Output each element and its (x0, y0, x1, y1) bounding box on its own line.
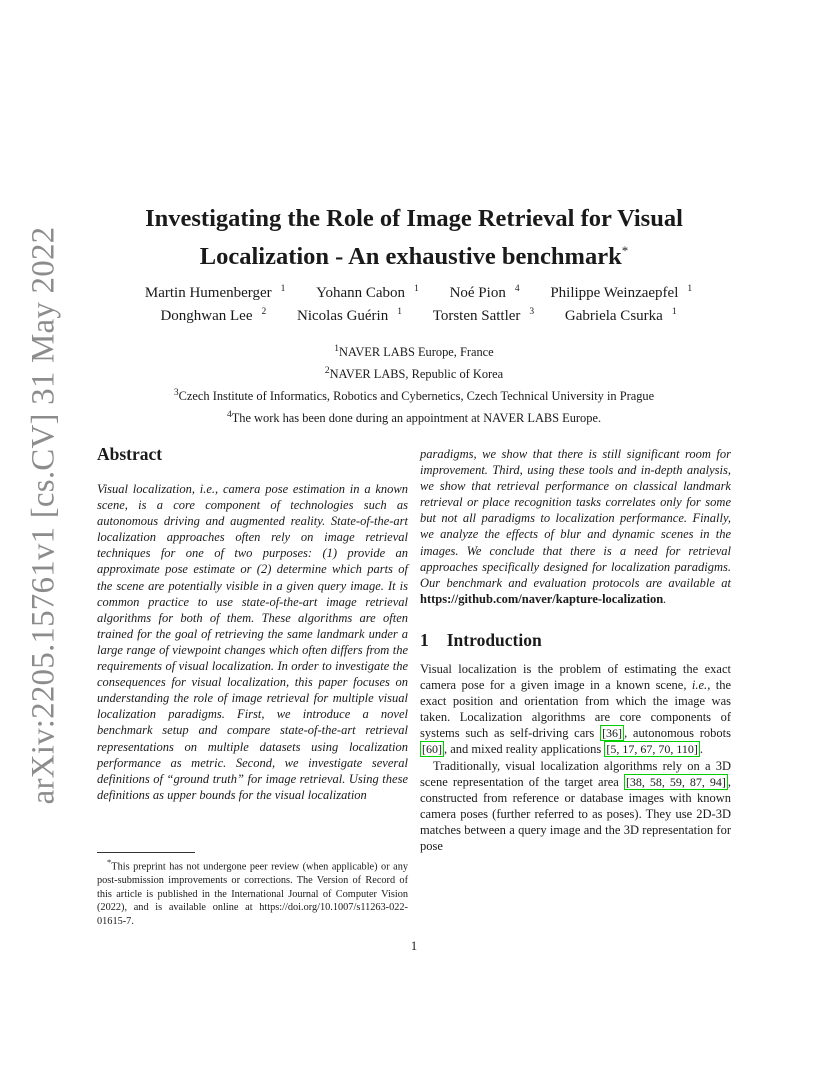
footnote-rule (97, 852, 195, 853)
paper-title (96, 203, 732, 273)
citation-link[interactable]: [38, 58, 59, 87, 94] (625, 774, 726, 789)
author: Martin Humenberger $^1$ (144, 284, 286, 301)
left-column (97, 443, 408, 803)
affiliation: $^2$NAVER LABS, Republic of Korea (324, 366, 504, 382)
affiliation: $^4$The work has been done during an appointment at NAVER LABS Europe. (226, 410, 602, 426)
abstract-heading: Abstract (97, 444, 163, 464)
right-column (420, 446, 731, 854)
author: Torsten Sattler $^3$ (432, 307, 535, 324)
title-footnote-mark[interactable]: * (621, 243, 629, 258)
author: Donghwan Lee $^2$ (160, 307, 267, 324)
author-row-2 (96, 303, 732, 326)
author: Yohann Cabon $^1$ (316, 284, 419, 301)
arxiv-stamp (14, 226, 74, 804)
abstract-text-left: Visual localization, i.e., camera pose estimation in a known scene, is a core component of technologies such as autonomous driving and augmented reality. State-of-the-art localization approaches often rely on image retrieval techniques for one of two purposes: (1) provide an approximate pose estimate or (2) determine which parts of the scene are potentially visible in a given query image. It is common practice to use state-of-the-art image retrieval algorithms for both of them. These algorithms are often trained for the goal of retrieving the same landmark under a large range of viewpoint changes which often differs from the requirements of visual localization. In order to investigate the consequences for visual localization, this paper focuses on understanding the role of image retrieval for multiple visual localization paradigms. First, we introduce a novel benchmark setup and compare state-of-the-art retrieval representations on multiple datasets using localization performance as metric. Second, we investigate several definitions of “ground truth” for image retrieval. Using these definitions as upper bounds for the visual localization (97, 482, 408, 802)
citation-link[interactable]: [5, 17, 67, 70, 110] (606, 742, 698, 757)
author: Philippe Weinzaepfel $^1$ (550, 284, 693, 301)
citation-link[interactable]: [60] (422, 742, 442, 757)
affiliation: $^1$NAVER LABS Europe, France (334, 344, 494, 360)
affiliation-list (96, 340, 732, 429)
title-line-1: Investigating the Role of Image Retrieval for Visual (145, 205, 683, 232)
author-row-1 (96, 280, 732, 303)
arxiv-stamp-text: arXiv:2205.15761v1 [cs.CV] 31 May 2022 (25, 226, 62, 804)
author-list (96, 280, 732, 326)
author: Gabriela Csurka $^1$ (564, 307, 677, 324)
github-link[interactable]: https://github.com/naver/kapture-localization (420, 591, 664, 606)
author: Noé Pion $^4$ (449, 284, 520, 301)
author: Nicolas Guérin $^1$ (297, 307, 402, 324)
intro-paragraph-1: Visual localization is the problem of estimating the exact camera pose for a given image in a known scene, i.e., the exact position and orientation from which the image was taken. Localization algorithms are core components of systems such as self-driving cars [36] , autonomous robots [60] , and mixed reality applications [5, 17, 67, 70, 110] . (420, 661, 732, 757)
footnote: *This preprint has not undergone peer review (when applicable) or any post-submission improvements or corrections. The Version of Record of this article is published in the International Journal of Computer Vision (2022), and is available online at https://doi.org/10.1007/s11263-022-01615-7. (97, 857, 408, 927)
intro-paragraph-2: Traditionally, visual localization algorithms rely on a 3D scene representation of the target area [38, 58, 59, 87, 94] , constructed from reference or database images with known camera poses (further referred to as poses). They use 2D-3D matches between a query image and the 3D representation for pose (420, 758, 731, 853)
page-number: 1 (410, 939, 418, 953)
citation-link[interactable]: [36] (602, 726, 623, 741)
footnote-mark: * (107, 857, 112, 867)
section-number: 1 (420, 629, 429, 650)
title-line-2: Localization - An exhaustive benchmark (199, 243, 622, 271)
section-title: Introduction (446, 629, 542, 650)
abstract-text-right: paradigms, we show that there is still significant room for improvement. Third, using these tools and in-depth analysis, we show that retrieval performance on classical landmark retrieval or place recognition tasks correlates only for some but not all paradigms to localization performance. Finally, we analyze the effects of blur and dynamic scenes in the images. We conclude that there is a need for retrieval approaches specifically designed for localization paradigms. Our benchmark and evaluation protocols are available at https://github.com/naver/kapture-localization. (420, 447, 731, 606)
affiliation: $^3$Czech Institute of Informatics, Robotics and Cybernetics, Czech Technical University in Prague (173, 388, 655, 404)
introduction-heading (420, 629, 731, 651)
